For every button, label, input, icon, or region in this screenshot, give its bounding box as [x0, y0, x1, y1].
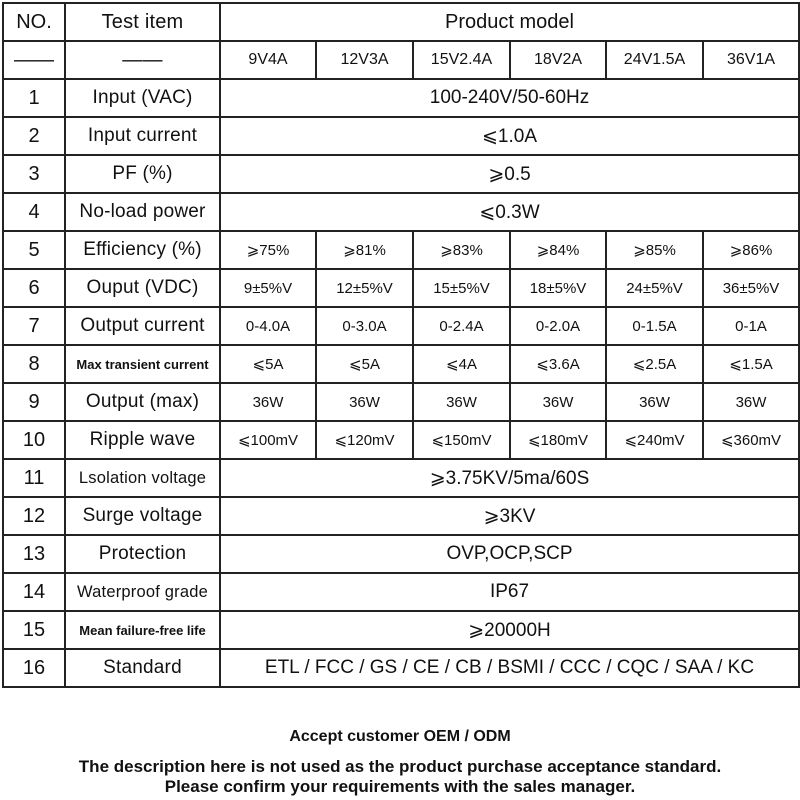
row-number: 6: [3, 269, 65, 307]
test-item-label: Ripple wave: [65, 421, 220, 459]
spec-value-merged: OVP,OCP,SCP: [220, 535, 799, 573]
row-number: 2: [3, 117, 65, 155]
spec-value-cell: 0-1.5A: [606, 307, 703, 345]
spec-row: [3, 611, 799, 649]
spec-value-cell: 36±5%V: [703, 269, 799, 307]
spec-value-cell: ⩽100mV: [220, 421, 316, 459]
row-number: 11: [3, 459, 65, 497]
header-no: NO.: [3, 3, 65, 41]
row-number: 7: [3, 307, 65, 345]
model-cell: 15V2.4A: [413, 41, 510, 79]
spec-value-cell: 0-2.4A: [413, 307, 510, 345]
row-number: 4: [3, 193, 65, 231]
spec-value-merged: ⩽0.3W: [220, 193, 799, 231]
row-number: 13: [3, 535, 65, 573]
spec-row: [3, 117, 799, 155]
row-number: 9: [3, 383, 65, 421]
spec-value-cell: ⩾75%: [220, 231, 316, 269]
spec-value-cell: 15±5%V: [413, 269, 510, 307]
model-cell: 24V1.5A: [606, 41, 703, 79]
test-item-label: Max transient current: [65, 345, 220, 383]
test-item-label: PF (%): [65, 155, 220, 193]
row-number: 14: [3, 573, 65, 611]
spec-value-cell: ⩽120mV: [316, 421, 413, 459]
spec-value-merged: 100-240V/50-60Hz: [220, 79, 799, 117]
spec-value-cell: ⩽180mV: [510, 421, 606, 459]
model-row-dash-no: ——: [3, 41, 65, 79]
test-item-label: Surge voltage: [65, 497, 220, 535]
spec-value-cell: ⩽4A: [413, 345, 510, 383]
spec-value-cell: 18±5%V: [510, 269, 606, 307]
spec-row: [3, 459, 799, 497]
spec-row: [3, 345, 799, 383]
test-item-label: Input (VAC): [65, 79, 220, 117]
spec-value-cell: 36W: [703, 383, 799, 421]
row-number: 12: [3, 497, 65, 535]
spec-value-merged: IP67: [220, 573, 799, 611]
spec-value-merged: ETL / FCC / GS / CE / CB / BSMI / CCC / CQC / SAA / KC: [220, 649, 799, 687]
spec-row: [3, 421, 799, 459]
spec-value-cell: 24±5%V: [606, 269, 703, 307]
spec-value-cell: 36W: [510, 383, 606, 421]
spec-value-cell: ⩽240mV: [606, 421, 703, 459]
model-cell: 9V4A: [220, 41, 316, 79]
row-number: 5: [3, 231, 65, 269]
row-number: 15: [3, 611, 65, 649]
spec-row: [3, 649, 799, 687]
model-cell: 12V3A: [316, 41, 413, 79]
spec-value-merged: ⩽1.0A: [220, 117, 799, 155]
spec-value-cell: 0-3.0A: [316, 307, 413, 345]
spec-value-cell: 0-4.0A: [220, 307, 316, 345]
spec-row: [3, 573, 799, 611]
test-item-label: Mean failure-free life: [65, 611, 220, 649]
spec-row: [3, 497, 799, 535]
spec-row: [3, 231, 799, 269]
test-item-label: Output current: [65, 307, 220, 345]
spec-value-cell: ⩾83%: [413, 231, 510, 269]
spec-value-cell: 36W: [606, 383, 703, 421]
test-item-label: Input current: [65, 117, 220, 155]
spec-value-cell: 9±5%V: [220, 269, 316, 307]
header-product-model: Product model: [220, 3, 799, 41]
test-item-label: Standard: [65, 649, 220, 687]
spec-value-cell: 36W: [316, 383, 413, 421]
spec-row: [3, 383, 799, 421]
test-item-label: Lsolation voltage: [65, 459, 220, 497]
spec-row: [3, 79, 799, 117]
spec-row: [3, 269, 799, 307]
spec-value-cell: ⩾81%: [316, 231, 413, 269]
model-row: [3, 41, 799, 79]
test-item-label: Protection: [65, 535, 220, 573]
spec-value-merged: ⩾20000H: [220, 611, 799, 649]
spec-value-cell: ⩽5A: [220, 345, 316, 383]
sales-manager-note: Please confirm your requirements with the sales manager.: [164, 777, 636, 796]
model-cell: 18V2A: [510, 41, 606, 79]
spec-value-cell: ⩾84%: [510, 231, 606, 269]
model-cell: 36V1A: [703, 41, 799, 79]
spec-value-merged: ⩾0.5: [220, 155, 799, 193]
row-number: 16: [3, 649, 65, 687]
spec-value-cell: 36W: [220, 383, 316, 421]
spec-value-cell: 36W: [413, 383, 510, 421]
spec-row: [3, 307, 799, 345]
spec-value-cell: ⩾85%: [606, 231, 703, 269]
spec-row: [3, 193, 799, 231]
spec-value-cell: ⩽360mV: [703, 421, 799, 459]
test-item-label: Output (max): [65, 383, 220, 421]
test-item-label: Efficiency (%): [65, 231, 220, 269]
spec-value-cell: ⩽1.5A: [703, 345, 799, 383]
spec-value-cell: ⩾86%: [703, 231, 799, 269]
oem-odm-note: Accept customer OEM / ODM: [289, 728, 511, 745]
spec-value-cell: ⩽5A: [316, 345, 413, 383]
spec-value-cell: ⩽3.6A: [510, 345, 606, 383]
test-item-label: Waterproof grade: [65, 573, 220, 611]
test-item-label: Ouput (VDC): [65, 269, 220, 307]
spec-row: [3, 535, 799, 573]
header-test-item: Test item: [65, 3, 220, 41]
spec-row: [3, 155, 799, 193]
spec-value-cell: ⩽150mV: [413, 421, 510, 459]
row-number: 8: [3, 345, 65, 383]
spec-value-cell: 0-2.0A: [510, 307, 606, 345]
row-number: 3: [3, 155, 65, 193]
row-number: 1: [3, 79, 65, 117]
spec-value-cell: 12±5%V: [316, 269, 413, 307]
spec-value-cell: ⩽2.5A: [606, 345, 703, 383]
model-row-dash-item: ——: [65, 41, 220, 79]
header-row: [3, 3, 799, 41]
spec-value-merged: ⩾3KV: [220, 497, 799, 535]
spec-value-merged: ⩾3.75KV/5ma/60S: [220, 459, 799, 497]
row-number: 10: [3, 421, 65, 459]
disclaimer-note: The description here is not used as the product purchase acceptance standard.: [78, 757, 722, 776]
spec-table: [2, 2, 800, 688]
test-item-label: No-load power: [65, 193, 220, 231]
spec-value-cell: 0-1A: [703, 307, 799, 345]
